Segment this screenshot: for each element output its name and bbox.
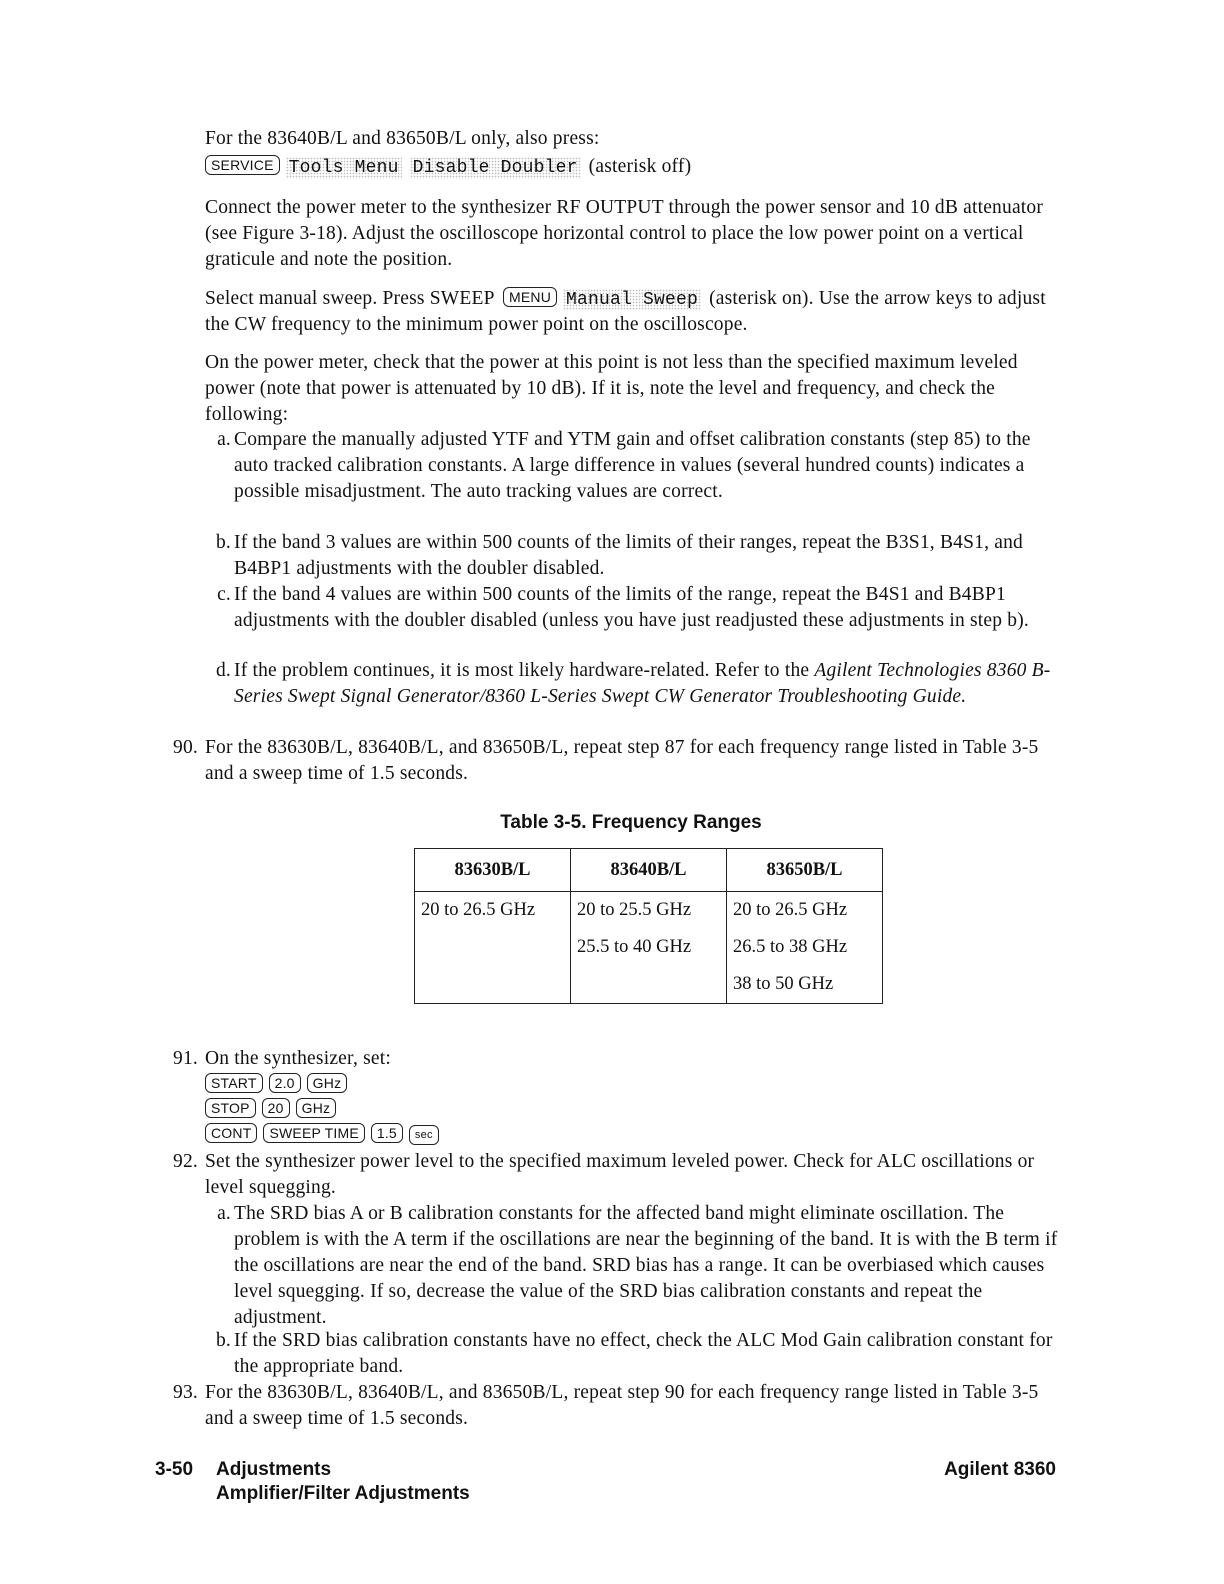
table-row (415, 966, 883, 1004)
ghz-key: GHz (296, 1098, 337, 1118)
intro-line: For the 83640B/L and 83650B/L only, also press: (205, 128, 600, 149)
list-item-a (205, 427, 1065, 505)
key-sequence-stop (205, 1097, 1065, 1122)
list-text: The SRD bias A or B calibration constants for the affected band might eliminate oscillation. The problem is with the A term if the oscillations are near the beginning of the band. It is with the B term if the oscillations are near the end of the band. SRD bias has a range. It can be overbiased which causes level squegging. If so, decrease the value of the SRD bias calibration constants and repeat the adjustment. (234, 1203, 1058, 1328)
step-92-text: Set the synthesizer power level to the specified maximum leveled power. Check for ALC oscillations or level squegging. (205, 1151, 1035, 1198)
intro-keys (205, 154, 1065, 180)
table-cell (571, 966, 727, 1004)
table-caption: Table 3-5. Frequency Ranges (500, 812, 762, 833)
list-text: If the band 4 values are within 500 counts of the limits of the range, repeat the B4S1 and B4BP1 adjustments with the doubler disabled (unless you have just readjusted these adjustments in step b). (234, 584, 1029, 631)
footer-page-number: 3-50 (155, 1459, 194, 1480)
table-cell: 20 to 25.5 GHz (571, 892, 727, 930)
key-sequence-start (205, 1072, 1065, 1097)
list-label: a. (217, 1203, 231, 1224)
list-item-a (205, 1201, 1065, 1331)
select-sweep-paragraph (205, 286, 1065, 338)
table-cell (415, 929, 571, 966)
value-key: 1.5 (371, 1123, 403, 1143)
value-key: 20 (262, 1098, 290, 1118)
list-label: c. (217, 584, 231, 605)
list-text: Compare the manually adjusted YTF and YTM gain and offset calibration constants (step 85) to the auto tracked calibration constants. A large difference in values (several hundred counts) indicates a possible misadjustment. The auto tracking values are correct. (234, 429, 1031, 502)
list-text: If the SRD bias calibration constants have no effect, check the ALC Mod Gain calibration constant for the appropriate band. (234, 1330, 1053, 1377)
step-90-text: For the 83630B/L, 83640B/L, and 83650B/L, repeat step 87 for each frequency range listed in Table 3-5 and a sweep time of 1.5 seconds. (205, 737, 1039, 784)
select-sweep-after: (asterisk on). Use the arrow keys to adjust the CW frequency to the minimum power point on the oscilloscope. (205, 288, 1046, 335)
list-d-text: If the problem continues, it is most likely hardware-related. Refer to the (234, 660, 810, 681)
asterisk-off-note: (asterisk off) (588, 156, 692, 177)
frequency-ranges-table (414, 848, 883, 1004)
menu-key: MENU (503, 287, 557, 307)
table-row (415, 929, 883, 966)
cont-key: CONT (205, 1123, 257, 1143)
table-row (415, 892, 883, 930)
disable-doubler-softkey: Disable Doubler (410, 157, 581, 179)
table-cell: 20 to 26.5 GHz (727, 892, 883, 930)
manual-sweep-softkey: Manual Sweep (563, 289, 701, 311)
step-number-93: 93. (173, 1382, 198, 1403)
start-key: START (205, 1073, 263, 1093)
intro-block (205, 126, 1065, 180)
footer-subsection: Amplifier/Filter Adjustments (216, 1483, 470, 1504)
connect-paragraph: Connect the power meter to the synthesizer RF OUTPUT through the power sensor and 10 dB attenuator (see Figure 3-18). Adjust the oscilloscope horizontal control to place the low power point on a vertical graticule and note the position. (205, 197, 1044, 270)
select-sweep-text: Select manual sweep. Press SWEEP (205, 288, 494, 309)
step-number-91: 91. (173, 1048, 198, 1069)
table-header: 83640B/L (571, 849, 727, 892)
step-number-92: 92. (173, 1151, 198, 1172)
list-item-c (205, 582, 1065, 634)
list-label: b. (215, 532, 231, 553)
table-cell: 25.5 to 40 GHz (571, 929, 727, 966)
power-meter-paragraph: On the power meter, check that the power at this point is not less than the specified maximum leveled power (note that power is attenuated by 10 dB). If it is, note the level and frequency, and check the following: (205, 352, 1018, 425)
table-cell: 38 to 50 GHz (727, 966, 883, 1004)
table-cell: 26.5 to 38 GHz (727, 929, 883, 966)
list-label: d. (215, 660, 231, 681)
stop-key: STOP (205, 1098, 256, 1118)
list-item-b (205, 530, 1065, 582)
table-header: 83650B/L (727, 849, 883, 892)
sec-key: sec (409, 1125, 439, 1145)
key-sequence-sweep (205, 1122, 1065, 1147)
step-93-text: For the 83630B/L, 83640B/L, and 83650B/L, repeat step 90 for each frequency range listed in Table 3-5 and a sweep time of 1.5 seconds. (205, 1382, 1039, 1429)
sweep-time-key: SWEEP TIME (263, 1123, 364, 1143)
value-key: 2.0 (269, 1073, 301, 1093)
list-item-d (205, 658, 1065, 710)
footer-product: Agilent 8360 (944, 1459, 1056, 1480)
step-91-text: On the synthesizer, set: (205, 1048, 391, 1069)
list-label: b. (215, 1330, 231, 1351)
list-text (234, 658, 1065, 710)
tools-menu-softkey: Tools Menu (286, 157, 402, 179)
list-label: a. (217, 429, 231, 450)
list-text: If the band 3 values are within 500 counts of the limits of their ranges, repeat the B3S1, B4S1, and B4BP1 adjustments with the doubler disabled. (234, 532, 1024, 579)
service-key: SERVICE (205, 155, 280, 175)
list-item-b (205, 1328, 1065, 1380)
table-header: 83630B/L (415, 849, 571, 892)
footer-section: Adjustments (216, 1459, 332, 1480)
troubleshooting-guide-title: Agilent Technologies 8360 B-Series Swept Signal Generator/8360 L-Series Swept CW Generator Troubleshooting Guide. (234, 660, 1051, 707)
ghz-key: GHz (307, 1073, 348, 1093)
table-cell: 20 to 26.5 GHz (415, 892, 571, 930)
table-header-row (415, 849, 883, 892)
table-cell (415, 966, 571, 1004)
step-91-block (205, 1046, 1065, 1147)
step-number-90: 90. (173, 737, 198, 758)
